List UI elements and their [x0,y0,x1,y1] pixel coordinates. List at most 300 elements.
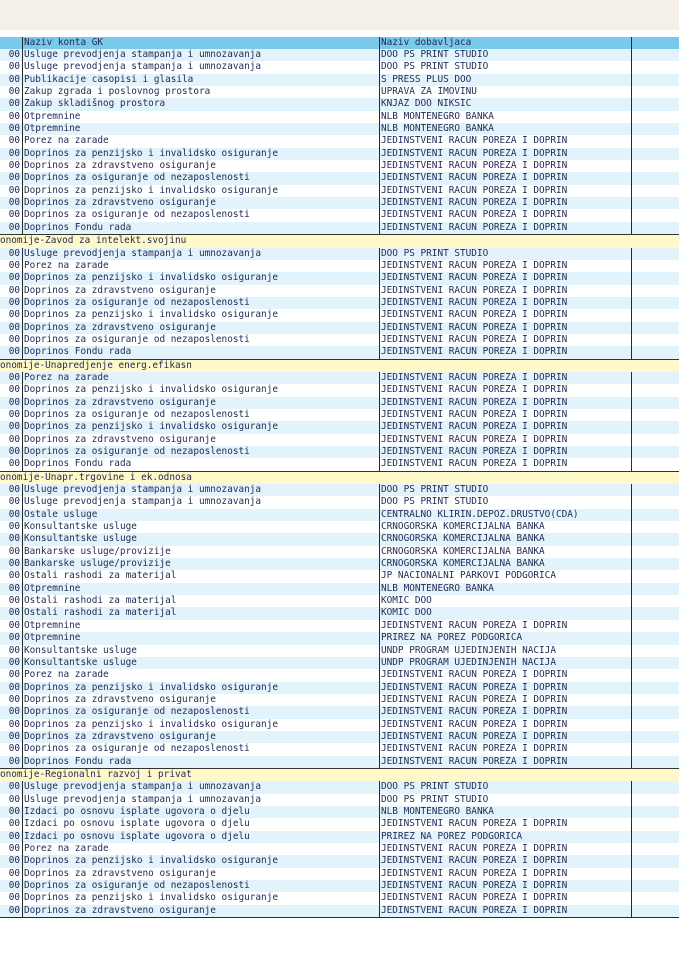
cell-code-text: 00 [8,718,20,730]
cell-account-name: Otpremnine [24,582,81,594]
cell-supplier-name: JEDINSTVENI RACUN POREZA I DOPRIN [381,730,568,742]
table-row [0,806,679,818]
cell-account-name: Konsultantske usluge [24,521,137,533]
cell-code [0,595,22,607]
cell-code [0,309,22,321]
cell-code [0,222,22,234]
cell-account-name: Doprinos za zdravstveno osiguranje [24,904,216,916]
table-row [0,172,679,184]
cell-code [0,409,22,421]
cell-code-text: 00 [8,309,20,321]
cell-supplier-name: JEDINSTVENI RACUN POREZA I DOPRIN [381,706,568,718]
cell-account-name: Porez na zarade [24,669,109,681]
cell-account-name: Doprinos za osiguranje od nezaposlenosti [24,743,250,755]
cell-code-text: 00 [8,595,20,607]
table-row [0,61,679,73]
cell-code-text: 00 [8,818,20,830]
cell-code-text: 00 [8,533,20,545]
cell-code [0,496,22,508]
cell-code-text: 00 [8,197,20,209]
cell-code [0,397,22,409]
cell-code [0,372,22,384]
cell-supplier-name: JEDINSTVENI RACUN POREZA I DOPRIN [381,147,568,159]
cell-code [0,843,22,855]
cell-code [0,657,22,669]
cell-supplier-name: JEDINSTVENI RACUN POREZA I DOPRIN [381,172,568,184]
cell-account-name: Bankarske usluge/provizije [24,545,171,557]
table-row [0,521,679,533]
table-row [0,831,679,843]
table-row [0,781,679,793]
cell-code-text: 00 [8,371,20,383]
cell-account-name: Otpremnine [24,632,81,644]
cell-code-text: 00 [8,61,20,73]
cell-code-text: 00 [8,706,20,718]
table-row [0,434,679,446]
table-row [0,322,679,334]
section-header-row [0,471,679,484]
cell-account-name: Doprinos za osiguranje od nezaposlenosti [24,333,250,345]
cell-code [0,521,22,533]
table-row [0,669,679,681]
cell-supplier-name: CENTRALNO KLIRIN.DEPOZ.DRUSTVO(CDA) [381,508,579,520]
section-header-row [0,234,679,247]
table-row [0,409,679,421]
table-row [0,86,679,98]
table-row [0,818,679,830]
cell-supplier-name: JEDINSTVENI RACUN POREZA I DOPRIN [381,755,568,767]
table-row [0,533,679,545]
cell-code-text: 00 [8,730,20,742]
cell-account-name: Usluge prevodjenja stampanja i umnozavanja [24,496,262,508]
table-row [0,645,679,657]
cell-code-text: 00 [8,421,20,433]
cell-account-name: Otpremnine [24,619,81,631]
cell-supplier-name: JEDINSTVENI RACUN POREZA I DOPRIN [381,843,568,854]
cell-code [0,880,22,892]
header-col-code [0,37,22,49]
cell-code-text: 00 [8,508,20,520]
cell-code [0,209,22,221]
cell-code-text: 00 [8,384,20,396]
cell-account-name: Doprinos za penzijsko i invalidsko osiguranje [24,718,278,730]
cell-code [0,446,22,458]
cell-account-name: Ostali rashodi za materijal [24,570,177,582]
cell-code-text: 00 [8,484,20,496]
cell-code [0,458,22,470]
cell-account-name: Porez na zarade [24,371,109,383]
cell-code-text: 00 [8,570,20,582]
table-row [0,346,679,358]
cell-code-text: 00 [8,73,20,85]
cell-code [0,272,22,284]
cell-account-name: Doprinos Fondu rada [24,458,132,470]
cell-supplier-name: JEDINSTVENI RACUN POREZA I DOPRIN [381,818,568,830]
table-row [0,272,679,284]
cell-supplier-name: PRIREZ NA POREZ PODGORICA [381,632,523,644]
cell-account-name: Doprinos za zdravstveno osiguranje [24,867,216,879]
cell-code [0,794,22,806]
cell-account-name: Usluge prevodjenja stampanja i umnozavanja [24,781,262,793]
cell-account-name: Doprinos za penzijsko i invalidsko osiguranje [24,147,278,159]
table-row [0,855,679,867]
cell-code [0,905,22,917]
table-row [0,421,679,433]
cell-account-name: Doprinos za penzijsko i invalidsko osiguranje [24,892,278,904]
table-row [0,682,679,694]
cell-account-name: Porez na zarade [24,259,109,271]
cell-account-name: Doprinos za penzijsko i invalidsko osiguranje [24,384,278,396]
cell-code-text: 00 [8,49,20,60]
cell-code-text: 00 [8,743,20,755]
table-row [0,583,679,595]
cell-account-name: Izdaci po osnovu isplate ugovora o djelu [24,818,250,830]
cell-code-text: 00 [8,607,20,619]
cell-supplier-name: JEDINSTVENI RACUN POREZA I DOPRIN [381,296,568,308]
expense-table [0,37,679,917]
cell-supplier-name: JEDINSTVENI RACUN POREZA I DOPRIN [381,421,568,433]
cell-supplier-name: CRNOGORSKA KOMERCIJALNA BANKA [381,533,545,545]
cell-code [0,285,22,297]
cell-account-name: Konsultantske usluge [24,644,137,656]
cell-supplier-name: JP NACIONALNI PARKOVI PODGORICA [381,570,556,582]
cell-code-text: 00 [8,458,20,470]
cell-supplier-name: JEDINSTVENI RACUN POREZA I DOPRIN [381,371,568,383]
cell-supplier-name: NLB MONTENEGRO BANKA [381,123,494,135]
table-row [0,607,679,619]
cell-supplier-name: JEDINSTVENI RACUN POREZA I DOPRIN [381,669,568,681]
cell-supplier-name: JEDINSTVENI RACUN POREZA I DOPRIN [381,408,568,420]
cell-code [0,632,22,644]
cell-code-text: 00 [8,147,20,159]
cell-code-text: 00 [8,880,20,892]
cell-account-name: Usluge prevodjenja stampanja i umnozavanja [24,793,262,805]
section-title: onomije-Zavod za intelekt.svojinu [0,235,187,247]
cell-code-text: 00 [8,247,20,259]
cell-code [0,806,22,818]
cell-code [0,831,22,843]
cell-supplier-name: JEDINSTVENI RACUN POREZA I DOPRIN [381,321,568,333]
cell-account-name: Doprinos Fondu rada [24,221,132,233]
table-row [0,135,679,147]
cell-code-text: 00 [8,135,20,147]
cell-account-name: Konsultantske usluge [24,533,137,545]
table-row [0,222,679,234]
table-row [0,843,679,855]
table-row [0,794,679,806]
cell-code-text: 00 [8,904,20,916]
cell-code-text: 00 [8,110,20,122]
cell-account-name: Doprinos za osiguranje od nezaposlenosti [24,880,250,892]
cell-account-name: Doprinos za zdravstveno osiguranje [24,433,216,445]
cell-supplier-name: JEDINSTVENI RACUN POREZA I DOPRIN [381,867,568,879]
cell-account-name: Doprinos za penzijsko i invalidsko osiguranje [24,309,278,321]
cell-code [0,172,22,184]
table-row [0,260,679,272]
cell-code [0,334,22,346]
table-row [0,397,679,409]
cell-account-name: Doprinos Fondu rada [24,346,132,358]
cell-account-name: Porez na zarade [24,135,109,147]
table-row [0,74,679,86]
table-row [0,334,679,346]
cell-account-name: Ostali rashodi za materijal [24,595,177,607]
cell-supplier-name: JEDINSTVENI RACUN POREZA I DOPRIN [381,346,568,358]
cell-supplier-name: CRNOGORSKA KOMERCIJALNA BANKA [381,545,545,557]
table-row [0,868,679,880]
cell-code-text: 00 [8,221,20,233]
cell-supplier-name: DOO PS PRINT STUDIO [381,793,489,805]
table-row [0,123,679,135]
cell-code-text: 00 [8,681,20,693]
cell-code [0,756,22,768]
cell-supplier-name: JEDINSTVENI RACUN POREZA I DOPRIN [381,197,568,209]
cell-supplier-name: NLB MONTENEGRO BANKA [381,805,494,817]
cell-code [0,86,22,98]
table-row [0,49,679,61]
cell-code [0,533,22,545]
table-row [0,595,679,607]
cell-code-text: 00 [8,855,20,867]
cell-account-name: Doprinos za osiguranje od nezaposlenosti [24,172,250,184]
cell-supplier-name: JEDINSTVENI RACUN POREZA I DOPRIN [381,309,568,321]
cell-account-name: Usluge prevodjenja stampanja i umnozavanja [24,247,262,259]
cell-code [0,583,22,595]
cell-code-text: 00 [8,805,20,817]
header-col-supplier-name: Naziv dobavljaca [381,37,472,48]
cell-supplier-name: CRNOGORSKA KOMERCIJALNA BANKA [381,521,545,533]
cell-code [0,49,22,61]
cell-supplier-name: JEDINSTVENI RACUN POREZA I DOPRIN [381,458,568,470]
table-row [0,372,679,384]
cell-code [0,694,22,706]
cell-code-text: 00 [8,496,20,508]
table-row [0,384,679,396]
cell-supplier-name: DOO PS PRINT STUDIO [381,247,489,259]
cell-supplier-name: JEDINSTVENI RACUN POREZA I DOPRIN [381,135,568,147]
section-header-row [0,768,679,781]
cell-code [0,61,22,73]
header-col-account-name: Naziv konta GK [24,37,104,48]
cell-supplier-name: NLB MONTENEGRO BANKA [381,110,494,122]
cell-supplier-name: KOMIC DOO [381,595,432,607]
cell-code-text: 00 [8,644,20,656]
table-row [0,756,679,768]
cell-code-text: 00 [8,781,20,793]
cell-code [0,434,22,446]
table-row [0,185,679,197]
table-row [0,148,679,160]
table-row [0,458,679,470]
cell-code [0,185,22,197]
cell-code-text: 00 [8,408,20,420]
cell-code-text: 00 [8,346,20,358]
cell-supplier-name: DOO PS PRINT STUDIO [381,496,489,508]
cell-account-name: Usluge prevodjenja stampanja i umnozavanja [24,49,262,60]
cell-supplier-name: UPRAVA ZA IMOVINU [381,86,477,98]
cell-account-name: Doprinos za zdravstveno osiguranje [24,284,216,296]
cell-supplier-name: DOO PS PRINT STUDIO [381,781,489,793]
table-row [0,905,679,917]
table-row [0,620,679,632]
cell-code-text: 00 [8,321,20,333]
cell-account-name: Doprinos za penzijsko i invalidsko osiguranje [24,855,278,867]
cell-supplier-name: JEDINSTVENI RACUN POREZA I DOPRIN [381,743,568,755]
table-row [0,546,679,558]
cell-code-text: 00 [8,184,20,196]
cell-code [0,669,22,681]
cell-code-text: 00 [8,209,20,221]
cell-account-name: Porez na zarade [24,843,109,854]
cell-code-text: 00 [8,333,20,345]
cell-supplier-name: JEDINSTVENI RACUN POREZA I DOPRIN [381,272,568,284]
cell-account-name: Usluge prevodjenja stampanja i umnozavanja [24,61,262,73]
cell-code-text: 00 [8,669,20,681]
cell-supplier-name: CRNOGORSKA KOMERCIJALNA BANKA [381,558,545,570]
cell-code [0,74,22,86]
cell-account-name: Doprinos za penzijsko i invalidsko osiguranje [24,421,278,433]
cell-code [0,620,22,632]
cell-account-name: Doprinos za osiguranje od nezaposlenosti [24,209,250,221]
cell-code-text: 00 [8,830,20,842]
table-row [0,297,679,309]
table-row [0,880,679,892]
cell-code-text: 00 [8,86,20,98]
cell-code [0,384,22,396]
section-title: onomije-Unapr.trgovine i ek.odnosa [0,471,192,483]
cell-account-name: Ostale usluge [24,508,98,520]
cell-code [0,855,22,867]
cell-account-name: Otpremnine [24,123,81,135]
table-row [0,446,679,458]
table-row [0,657,679,669]
cell-code [0,558,22,570]
cell-account-name: Doprinos za zdravstveno osiguranje [24,321,216,333]
cell-code-text: 00 [8,619,20,631]
cell-account-name: Ostali rashodi za materijal [24,607,177,619]
cell-supplier-name: PRIREZ NA POREZ PODGORICA [381,830,523,842]
cell-account-name: Doprinos za zdravstveno osiguranje [24,693,216,705]
cell-code [0,731,22,743]
cell-code [0,148,22,160]
table-row [0,484,679,496]
cell-code-text: 00 [8,296,20,308]
cell-code [0,818,22,830]
cell-supplier-name: KNJAZ DOO NIKSIC [381,98,472,110]
cell-code-text: 00 [8,284,20,296]
table-row [0,570,679,582]
cell-account-name: Doprinos za osiguranje od nezaposlenosti [24,296,250,308]
cell-account-name: Zakup skladišnog prostora [24,98,166,110]
cell-code [0,682,22,694]
cell-code [0,719,22,731]
table-row [0,743,679,755]
cell-code [0,260,22,272]
section-header-row [0,359,679,372]
cell-supplier-name: JEDINSTVENI RACUN POREZA I DOPRIN [381,384,568,396]
cell-account-name: Usluge prevodjenja stampanja i umnozavanja [24,484,262,496]
cell-code [0,322,22,334]
cell-code [0,484,22,496]
cell-account-name: Doprinos za penzijsko i invalidsko osiguranje [24,272,278,284]
cell-account-name: Doprinos Fondu rada [24,755,132,767]
table-row [0,160,679,172]
cell-supplier-name: KOMIC DOO [381,607,432,619]
cell-code [0,706,22,718]
cell-code [0,346,22,358]
cell-code [0,123,22,135]
cell-code [0,197,22,209]
cell-code-text: 00 [8,582,20,594]
cell-account-name: Doprinos za osiguranje od nezaposlenosti [24,446,250,457]
cell-supplier-name: UNDP PROGRAM UJEDINJENIH NACIJA [381,644,556,656]
cell-code [0,297,22,309]
cell-supplier-name: JEDINSTVENI RACUN POREZA I DOPRIN [381,221,568,233]
cell-account-name: Publikacije casopisi i glasila [24,73,194,85]
cell-supplier-name: JEDINSTVENI RACUN POREZA I DOPRIN [381,333,568,345]
cell-code-text: 00 [8,396,20,408]
table-row [0,248,679,260]
cell-account-name: Konsultantske usluge [24,656,137,668]
table-row [0,285,679,297]
cell-account-name: Zakup zgrada i poslovnog prostora [24,86,211,98]
cell-account-name: Izdaci po osnovu isplate ugovora o djelu [24,830,250,842]
cell-code [0,248,22,260]
table-row [0,731,679,743]
cell-code [0,892,22,904]
cell-supplier-name: JEDINSTVENI RACUN POREZA I DOPRIN [381,904,568,916]
cell-supplier-name: DOO PS PRINT STUDIO [381,484,489,496]
table-row [0,111,679,123]
cell-code-text: 00 [8,123,20,135]
cell-code-text: 00 [8,259,20,271]
cell-code-text: 00 [8,632,20,644]
cell-code-text: 00 [8,433,20,445]
cell-supplier-name: JEDINSTVENI RACUN POREZA I DOPRIN [381,259,568,271]
table-row [0,509,679,521]
cell-code [0,111,22,123]
cell-supplier-name: JEDINSTVENI RACUN POREZA I DOPRIN [381,446,568,457]
cell-supplier-name: NLB MONTENEGRO BANKA [381,582,494,594]
section-title: onomije-Unapredjenje energ.efikasn [0,359,192,371]
cell-code [0,135,22,147]
cell-code-text: 00 [8,446,20,457]
table-row [0,98,679,110]
cell-supplier-name: JEDINSTVENI RACUN POREZA I DOPRIN [381,718,568,730]
cell-supplier-name: UNDP PROGRAM UJEDINJENIH NACIJA [381,656,556,668]
cell-code [0,509,22,521]
cell-code-text: 00 [8,272,20,284]
cell-code-text: 00 [8,656,20,668]
cell-code-text: 00 [8,892,20,904]
cell-code-text: 00 [8,693,20,705]
cell-supplier-name: JEDINSTVENI RACUN POREZA I DOPRIN [381,184,568,196]
cell-code-text: 00 [8,843,20,854]
cell-code [0,645,22,657]
table-row [0,197,679,209]
table-row [0,706,679,718]
cell-code [0,160,22,172]
cell-account-name: Doprinos za penzijsko i invalidsko osiguranje [24,681,278,693]
cell-code [0,781,22,793]
cell-code-text: 00 [8,545,20,557]
cell-code-text: 00 [8,755,20,767]
table-row [0,694,679,706]
cell-code-text: 00 [8,558,20,570]
cell-code [0,570,22,582]
cell-account-name: Izdaci po osnovu isplate ugovora o djelu [24,805,250,817]
cell-supplier-name: JEDINSTVENI RACUN POREZA I DOPRIN [381,433,568,445]
